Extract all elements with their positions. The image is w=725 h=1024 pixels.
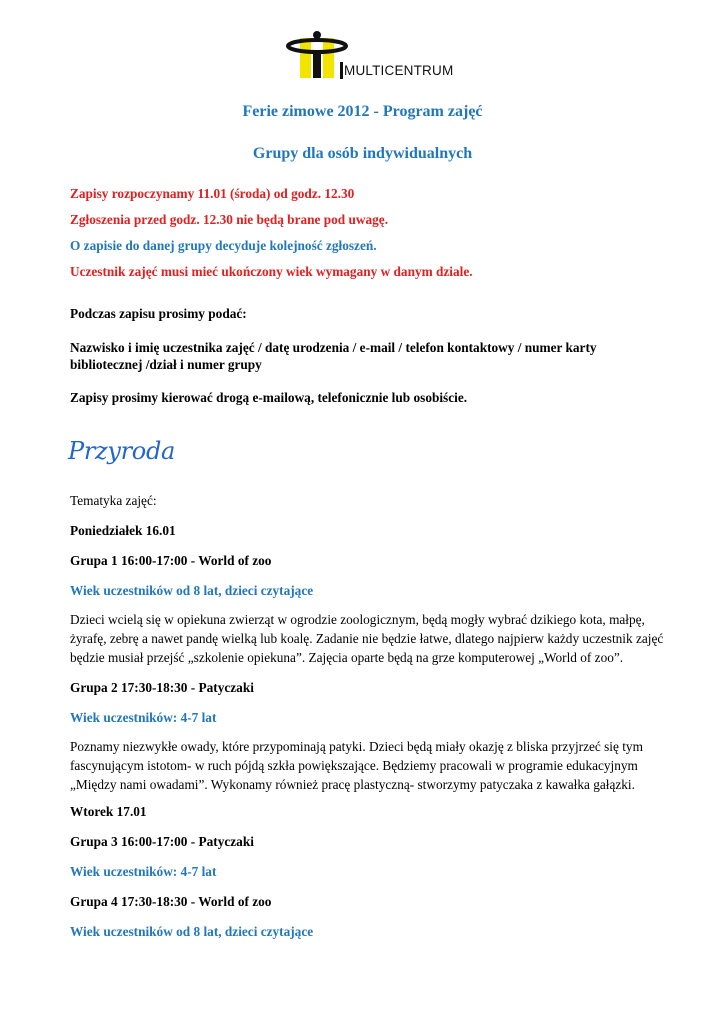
group-1-age: Wiek uczestników od 8 lat, dzieci czytające xyxy=(70,583,314,598)
group-2-description xyxy=(70,737,670,794)
group-4-title: Grupa 4 17:30-18:30 - World of zoo xyxy=(70,894,272,909)
page-subtitle: Grupy dla osób indywidualnych xyxy=(252,145,473,162)
signup-fields-line1: Nazwisko i imię uczestnika zajęć / datę urodzenia / e-mail / telefon kontaktowy / numer karty xyxy=(70,340,597,355)
multicentrum-logo xyxy=(282,30,462,86)
logo-brand-text: MULTICENTRUM xyxy=(344,63,454,78)
day-heading-tuesday: Wtorek 17.01 xyxy=(70,804,147,819)
signup-fields-line2: bibliotecznej /dział i numer grupy xyxy=(70,357,262,372)
group-2-age: Wiek uczestników: 4-7 lat xyxy=(70,710,217,725)
section-title: Przyroda xyxy=(68,437,176,465)
group-1-desc-line: żyrafę, zebrę a nawet pandę wielką lub koalę. Zadanie nie będzie łatwe, dlatego najpierw każdy uczestnik zajęć xyxy=(70,631,664,646)
notice-before: Zgłoszenia przed godz. 12.30 nie będą brane pod uwagę. xyxy=(70,212,389,227)
group-1-desc-line: będzie musiał przejść „szkolenie opiekuna”. Zajęcia oparte będą na grze komputerowej „World of zoo”. xyxy=(70,650,624,665)
day-heading-monday: Poniedziałek 16.01 xyxy=(70,523,176,538)
group-1-description xyxy=(70,610,670,667)
group-2-title: Grupa 2 17:30-18:30 - Patyczaki xyxy=(70,680,254,695)
notice-order: O zapisie do danej grupy decyduje kolejność zgłoszeń. xyxy=(70,238,377,253)
notice-start: Zapisy rozpoczynamy 11.01 (środa) od godz. 12.30 xyxy=(70,186,355,201)
group-3-age: Wiek uczestników: 4-7 lat xyxy=(70,864,217,879)
page-title: Ferie zimowe 2012 - Program zajęć xyxy=(242,103,483,120)
group-4-age: Wiek uczestników od 8 lat, dzieci czytające xyxy=(70,924,314,939)
group-2-desc-line: Poznamy niezwykłe owady, które przypominają patyki. Dzieci będą miały okazję z bliska przyjrzeć się tym xyxy=(70,739,643,754)
group-1-desc-line: Dzieci wcielą się w opiekuna zwierząt w ogrodzie zoologicznym, będą mogły wybrać dzikiego kota, małpę, xyxy=(70,612,645,627)
group-2-desc-line: fascynującym istotom- w ruch pójdą szkła powiększające. Będziemy pracowali w programie edukacyjnym xyxy=(70,758,638,773)
group-1-title: Grupa 1 16:00-17:00 - World of zoo xyxy=(70,553,272,568)
notice-age: Uczestnik zajęć musi mieć ukończony wiek wymagany w danym dziale. xyxy=(70,264,473,279)
signup-intro: Podczas zapisu prosimy podać: xyxy=(70,306,247,321)
group-2-desc-line: „Między nami owadami”. Wykonamy również pracę plastyczną- stworzymy patyczaka z kawałka gałązki. xyxy=(70,777,635,792)
group-3-title: Grupa 3 16:00-17:00 - Patyczaki xyxy=(70,834,254,849)
signup-channels: Zapisy prosimy kierować drogą e-mailową, telefonicznie lub osobiście. xyxy=(70,390,468,405)
topics-label: Tematyka zajęć: xyxy=(70,493,157,508)
